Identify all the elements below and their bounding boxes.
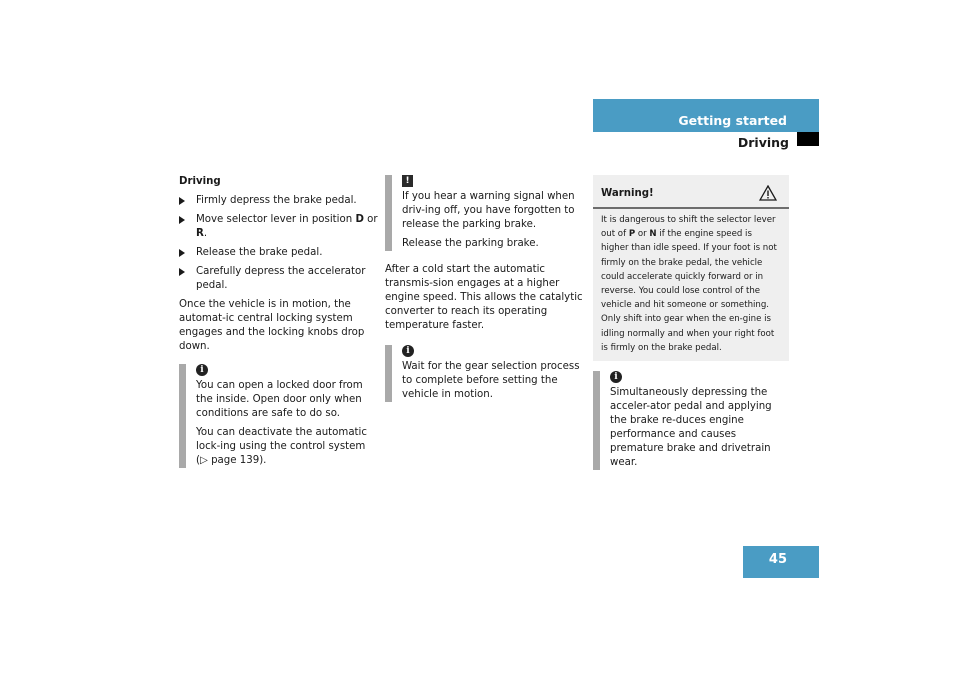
- gear-d: D: [355, 214, 364, 225]
- step-text: Firmly depress the brake pedal.: [196, 195, 357, 206]
- gear-n: N: [649, 229, 657, 240]
- step-item: [179, 265, 379, 293]
- step-text: or: [363, 214, 378, 225]
- warning-title: Warning!: [601, 188, 654, 199]
- note-text: Wait for the gear selection process to complete before setting the vehicle in motion.: [402, 361, 580, 400]
- info-icon: i: [610, 371, 622, 383]
- subsection-tab-marker: [797, 132, 819, 146]
- page-ref-arrow-icon: ▷: [199, 455, 208, 466]
- note-text-part: You can deactivate the automatic lock-ing using the control system: [196, 427, 367, 452]
- driving-heading: Driving: [179, 176, 221, 187]
- note-text: Simultaneously depressing the acceler-ator pedal and applying the brake re-duces engine performance and causes premature brake and drivetrain wear.: [610, 387, 772, 469]
- info-icon: i: [402, 345, 414, 357]
- note-text: You can open a locked door from the inside. Open door only when conditions are safe to do so.: [196, 380, 363, 419]
- column-left: [179, 175, 379, 473]
- info-icon: i: [196, 364, 208, 376]
- warning-box: [593, 175, 789, 361]
- step-text: Release the brake pedal.: [196, 247, 323, 258]
- step-text: Carefully depress the accelerator pedal.: [196, 266, 366, 291]
- step-arrow-icon: [179, 249, 185, 257]
- column-right: [593, 175, 789, 475]
- note-text: If you hear a warning signal when driv-ing off, you have forgotten to release the parking brake.: [402, 191, 575, 230]
- step-arrow-icon: [179, 197, 185, 205]
- warning-triangle-icon: [759, 185, 777, 206]
- body-paragraph: After a cold start the automatic transmis-sion engages at a higher engine speed. This allows the catalytic converter to reach its operating temperature faster.: [385, 264, 583, 331]
- warning-text-part: It is dangerous to shift the selector lever out of: [601, 215, 776, 240]
- step-item: [179, 246, 379, 260]
- page-number-box: [743, 546, 819, 578]
- page-ref: page 139).: [211, 455, 267, 466]
- section-title: Getting started: [678, 113, 787, 128]
- step-arrow-icon: [179, 268, 185, 276]
- body-paragraph: Once the vehicle is in motion, the automat-ic central locking system engages and the locking knobs drop down.: [179, 299, 365, 352]
- warning-text-part: if the engine speed is higher than idle speed. If your foot is not firmly on the brake pedal, the vehicle could accelerate quickly forward or in reverse. You could lose control of the vehicle and hit someone or something. Only shift into gear when the en-gine is idling normally and when your right foot is firmly on the brake pedal.: [601, 229, 777, 353]
- warning-text-part: or: [635, 229, 650, 240]
- note-text: Release the parking brake.: [402, 238, 539, 249]
- info-note: [179, 364, 379, 468]
- gear-p: P: [628, 229, 636, 240]
- warning-header: [593, 175, 789, 209]
- column-middle: [385, 175, 585, 407]
- gear-r: R: [196, 228, 204, 239]
- caution-note: [385, 175, 585, 251]
- info-note: [385, 345, 585, 402]
- section-header-bar: [593, 99, 819, 132]
- note-text: You can deactivate the automatic lock-ing using the control system (▷ page 139).: [196, 427, 367, 466]
- step-item: [179, 213, 379, 241]
- step-text: .: [203, 228, 208, 239]
- page-number: 45: [768, 552, 787, 567]
- exclamation-icon: !: [402, 175, 413, 187]
- info-note: [593, 371, 789, 470]
- subsection-title: Driving: [737, 135, 789, 150]
- step-item: [179, 194, 379, 208]
- warning-text: [593, 209, 789, 355]
- step-arrow-icon: [179, 216, 185, 224]
- step-text: Move selector lever in position: [196, 214, 356, 225]
